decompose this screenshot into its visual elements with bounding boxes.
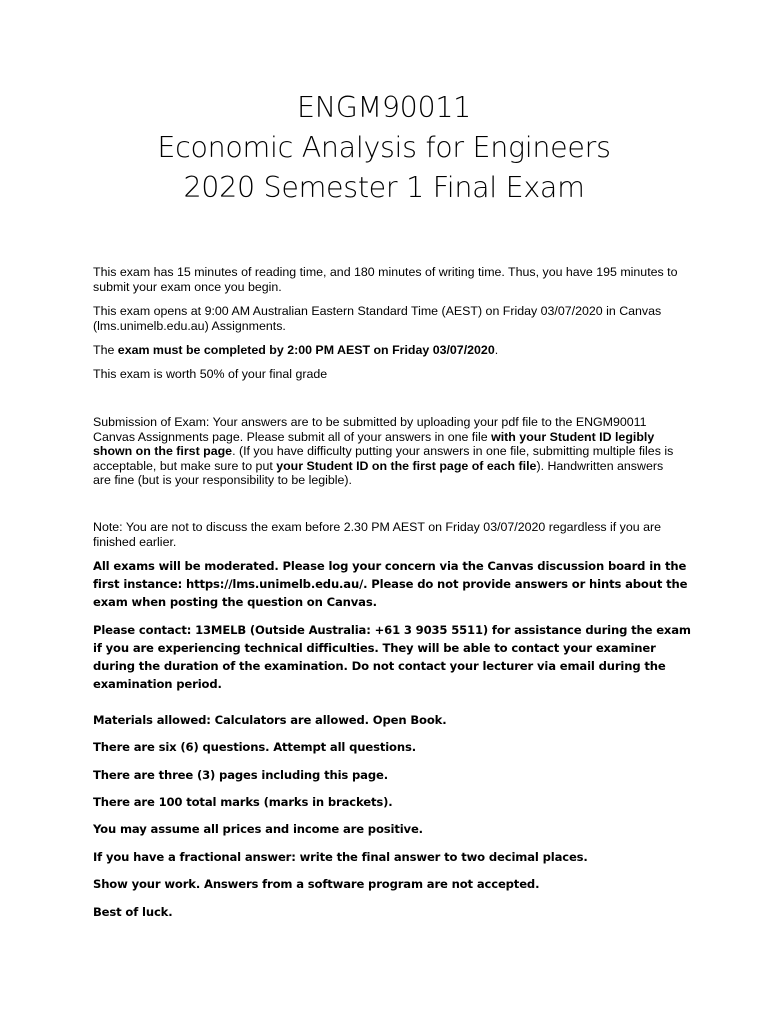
submission-text-3: ). Handwritten answers are fine (but is your responsibility to be legible). [93,458,664,487]
moderation-paragraph: All exams will be moderated. Please log your concern via the Canvas discussion board in the first instance: https://lms.unimelb.edu.au/. Please do not provide answers or hints about the exam when posting the question on Canvas. [93,559,688,609]
instruction-marks: There are 100 total marks (marks in brackets). [93,795,393,809]
deadline-prefix: The [93,343,118,357]
instruction-assumption: You may assume all prices and income are positive. [93,822,423,836]
instruction-show-work: Show your work. Answers from a software program are not accepted. [93,877,540,891]
course-code: ENGM90011 [297,91,471,124]
course-name: Economic Analysis for Engineers [157,131,611,164]
instruction-questions: There are six (6) questions. Attempt all questions. [93,740,416,754]
exam-name: 2020 Semester 1 Final Exam [183,171,585,204]
deadline-bold: exam must be completed by 2:00 PM AEST on Friday 03/07/2020 [117,343,495,357]
submission-bold-2: your Student ID on the first page of each file [276,458,537,473]
instruction-decimals: If you have a fractional answer: write the final answer to two decimal places. [93,850,588,864]
exam-title [0,88,768,208]
submission-text-2: . (If you have difficulty putting your answers in one file, submitting multiple files is acceptable, but make sure to put [93,444,674,473]
opening-paragraph: This exam opens at 9:00 AM Australian Eastern Standard Time (AEST) on Friday 03/07/2020 in Canvas (lms.unimelb.edu.au) Assignments. [93,304,662,333]
reading-time-paragraph: This exam has 15 minutes of reading time, and 180 minutes of writing time. Thus, you have 195 minutes to submit your exam once you begin. [93,265,678,294]
instruction-pages: There are three (3) pages including this page. [93,768,388,782]
instruction-materials: Materials allowed: Calculators are allowed. Open Book. [93,713,447,727]
weight-paragraph: This exam is worth 50% of your final grade [93,367,328,381]
submission-bold-1: with your Student ID legibly shown on the first page [93,429,655,458]
submission-paragraph [93,415,683,488]
contact-paragraph: Please contact: 13MELB (Outside Australia: +61 3 9035 5511) for assistance during the exam if you are experiencing technical difficulties. They will be able to contact your examiner during the duration of the examination. Do not contact your lecturer via email during the examination period. [93,623,691,691]
submission-text-1: Submission of Exam: Your answers are to be submitted by uploading your pdf file to the ENGM90011 Canvas Assignments page. Please submit all of your answers in one file [93,415,647,444]
deadline-paragraph [93,343,683,358]
note-paragraph: Note: You are not to discuss the exam before 2.30 PM AEST on Friday 03/07/2020 regardless if you are finished earlier. [93,520,662,549]
instruction-best-of-luck: Best of luck. [93,905,173,919]
deadline-suffix: . [494,343,499,357]
